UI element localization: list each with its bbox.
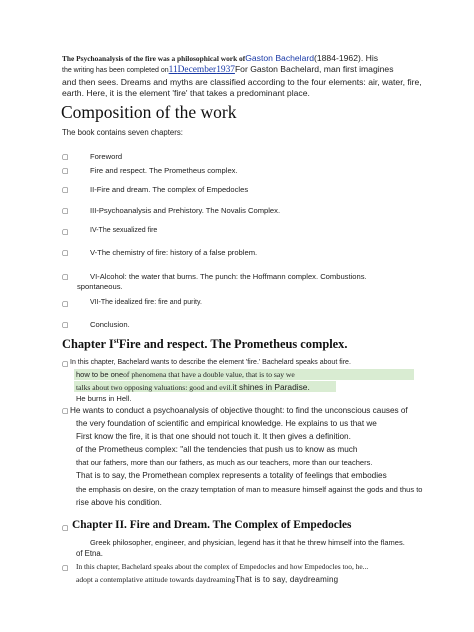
intro-line-2-suffix: For Gaston Bachelard, man first imagines [234, 64, 394, 74]
bullet-icon: ▢ [62, 186, 69, 194]
chapter-1-line [76, 382, 310, 392]
bullet-icon: ▢ [62, 300, 69, 308]
intro-line-2 [62, 64, 394, 75]
chapter-list-item-continued: spontaneous. [77, 282, 123, 291]
bullet-icon: ▢ [62, 207, 69, 215]
chapter-1-line: He burns in Hell. [76, 394, 132, 403]
bullet-icon: ▢ [62, 249, 69, 257]
author-years: (1884-1962) [314, 53, 361, 63]
chapter-list-item: IV-The sexualized fire [90, 227, 158, 234]
chapter-1-heading [62, 337, 347, 352]
chapter-1-line-part: how to be one [76, 370, 124, 379]
chapter-1-line: that our fathers, more than our fathers, as much as our teachers, more than our teachers. [76, 458, 373, 467]
chapter-list-item: II-Fire and dream. The complex of Empedocles [90, 185, 249, 194]
bullet-icon: ▢ [62, 524, 69, 532]
chapter-2-line: Greek philosopher, engineer, and physician, legend has it that he threw himself into the flames. [90, 538, 405, 547]
chapter-2-line: of Etna. [76, 549, 103, 558]
author-link[interactable]: Gaston Bachelard [245, 53, 315, 63]
intro-line-2-prefix: the writing has been completed on [62, 67, 169, 74]
intro-line-4: earth. Here, it is the element 'fire' that takes a predominant place. [62, 88, 310, 98]
intro-line-1-prefix: The Psychoanalysis of the fire was a philosophical work of [62, 54, 246, 63]
date-day-link[interactable]: 11 [168, 65, 178, 75]
chapter-1-line-part: of phenomena that have a double value, that is to say we [123, 370, 295, 379]
chapter-2-line-part: adopt a contemplative attitude towards daydreaming [76, 575, 236, 584]
chapter-1-line: First know the fire, it is that one should not touch it. It then gives a definition. [76, 432, 351, 441]
intro-line-1 [62, 53, 378, 63]
bullet-icon: ▢ [62, 360, 69, 368]
chapter-1-line: of the Prometheus complex: "all the tendencies that push us to know as much [76, 445, 358, 454]
chapter-list-item: Foreword [90, 152, 123, 161]
chapter-list-item: III-Psychoanalysis and Prehistory. The Novalis Complex. [90, 206, 281, 215]
chapter-1-heading-suffix: Fire and respect. The Prometheus complex. [118, 337, 348, 352]
chapter-list-item: VI-Alcohol: the water that burns. The punch: the Hoffmann complex. Combustions. [90, 272, 367, 281]
chapter-1-line: the emphasis on desire, on the crazy temptation of man to measure himself against the gods and thus to [76, 485, 423, 494]
bullet-icon: ▢ [62, 228, 69, 236]
chapter-1-line [76, 370, 295, 379]
bullet-icon: ▢ [62, 564, 69, 572]
intro-line-1-suffix: . His [360, 53, 379, 63]
date-month-link[interactable]: December [177, 65, 217, 75]
chapter-1-line-part: talks about two opposing valuations: good and evil. [76, 383, 233, 392]
date-year-link[interactable]: 1937 [216, 65, 235, 75]
bullet-icon: ▢ [62, 153, 69, 161]
chapter-1-line: rise above his condition. [76, 498, 162, 507]
chapter-list-item: VII-The idealized fire: fire and purity. [90, 299, 202, 306]
chapter-1-line: He wants to conduct a psychoanalysis of objective thought: to find the unconscious causes of [70, 406, 408, 415]
chapter-2-line [76, 575, 338, 584]
chapter-1-line-part: it shines in Paradise. [232, 382, 310, 392]
chapter-2-line: In this chapter, Bachelard speaks about the complex of Empedocles and how Empedocles too, he... [76, 562, 369, 571]
bullet-icon: ▢ [62, 407, 69, 415]
chapter-1-line: That is to say, the Promethean complex represents a totality of feelings that embodies [76, 471, 387, 480]
bullet-icon: ▢ [62, 321, 69, 329]
chapter-1-heading-sup: st [113, 337, 119, 345]
chapter-2-line-part: That is to say, daydreaming [235, 575, 339, 584]
chapter-1-line: In this chapter, Bachelard wants to describe the element 'fire.' Bachelard speaks about fire. [70, 359, 351, 366]
chapter-list-item: V-The chemistry of fire: history of a false problem. [90, 248, 258, 257]
chapter-list-item: Fire and respect. The Prometheus complex. [90, 166, 238, 175]
bullet-icon: ▢ [62, 167, 69, 175]
chapter-list-item: Conclusion. [90, 320, 130, 329]
bullet-icon: ▢ [62, 273, 69, 281]
composition-heading: Composition of the work [61, 102, 237, 122]
chapter-2-heading: Chapter II. Fire and Dream. The Complex of Empedocles [72, 519, 352, 531]
chapter-1-heading-prefix: Chapter I [62, 337, 114, 352]
intro-line-3: and then sees. Dreams and myths are classified according to the four elements: air, water, fire, [62, 77, 422, 87]
composition-lead: The book contains seven chapters: [62, 128, 183, 137]
chapter-1-line: the very foundation of scientific and empirical knowledge. He explains to us that we [76, 419, 377, 428]
